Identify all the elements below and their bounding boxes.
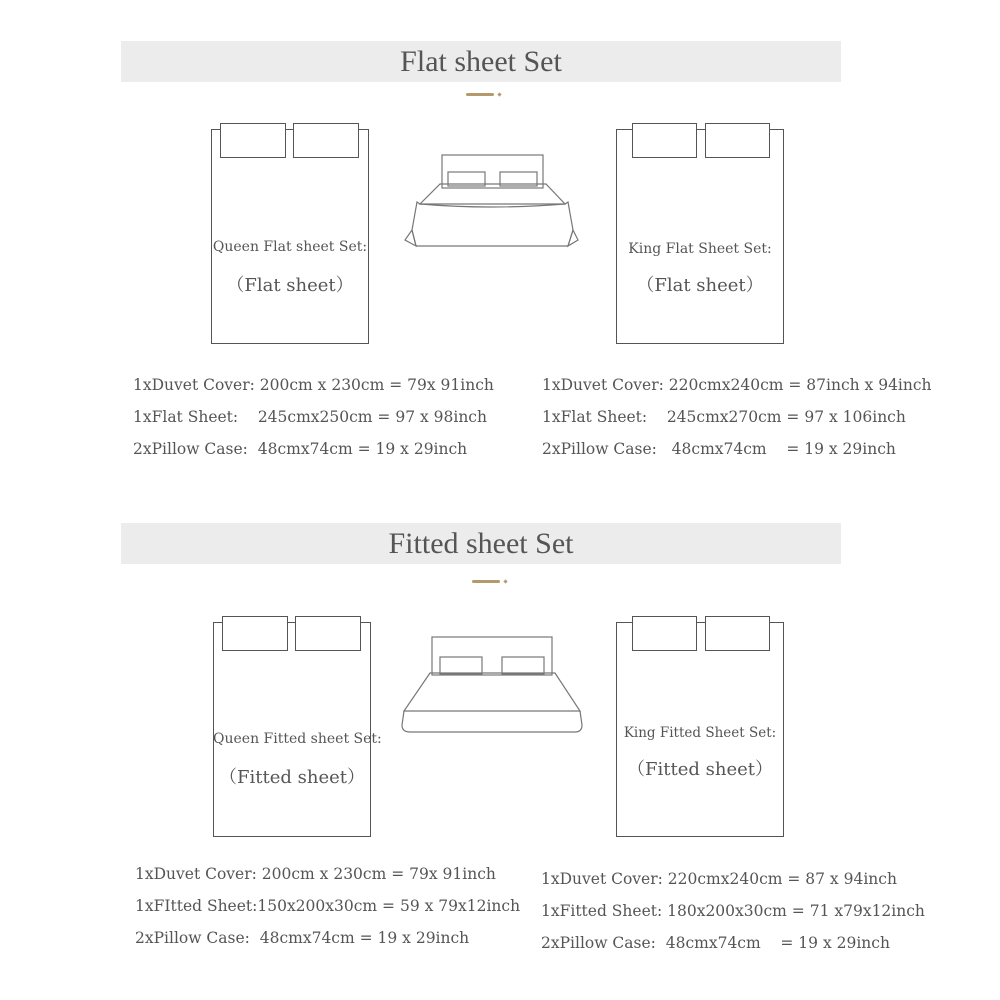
fitted-bed-illustration — [400, 635, 585, 735]
pillow — [705, 123, 770, 158]
pillow — [293, 123, 359, 158]
flat-bed-illustration — [400, 150, 580, 250]
spec-duvet: 1xDuvet Cover: 220cmx240cm = 87 x 94inch — [541, 870, 897, 888]
set-name: King Fitted Sheet Set: — [623, 725, 777, 741]
queen-fitted-label — [213, 731, 382, 789]
pillow — [295, 616, 361, 651]
queen-flat-label — [211, 239, 369, 297]
spec-pillow: 2xPillow Case: 48cmx74cm = 19 x 29inch — [133, 440, 468, 458]
sheet-outline — [211, 129, 369, 344]
spec-sheet: 1xFlat Sheet: 245cmx250cm = 97 x 98inch — [133, 408, 487, 426]
spec-sheet: 1xFitted Sheet: 180x200x30cm = 71 x79x12inch — [541, 902, 925, 920]
set-name: Queen Fitted sheet Set: — [213, 731, 382, 747]
spec-sheet: 1xFlat Sheet: 245cmx270cm = 97 x 106inch — [542, 408, 906, 426]
set-name: King Flat Sheet Set: — [628, 241, 772, 257]
spec-sheet: 1xFItted Sheet:150x200x30cm = 59 x 79x12inch — [135, 897, 521, 915]
spec-duvet: 1xDuvet Cover: 220cmx240cm = 87inch x 94inch — [542, 376, 932, 394]
spec-duvet: 1xDuvet Cover: 200cm x 230cm = 79x 91inch — [135, 865, 496, 883]
pillow — [705, 616, 770, 651]
spec-pillow: 2xPillow Case: 48cmx74cm = 19 x 29inch — [542, 440, 896, 458]
title-divider — [472, 578, 512, 586]
king-flat-label — [616, 241, 784, 297]
title-divider — [466, 91, 506, 99]
queen-fitted-specs — [135, 858, 520, 954]
section-title-flat: Flat sheet Set — [121, 41, 841, 82]
sheet-type: （Fitted sheet） — [627, 759, 773, 780]
sheet-type: （Fitted sheet） — [219, 767, 365, 788]
sheet-type: （Flat sheet） — [636, 275, 764, 296]
sheet-type: （Flat sheet） — [226, 275, 354, 296]
queen-flat-specs — [133, 369, 494, 465]
section-title-fitted: Fitted sheet Set — [121, 523, 841, 564]
king-flat-specs — [542, 369, 932, 465]
spec-duvet: 1xDuvet Cover: 200cm x 230cm = 79x 91inch — [133, 376, 494, 394]
pillow — [222, 616, 288, 651]
spec-pillow: 2xPillow Case: 48cmx74cm = 19 x 29inch — [135, 929, 470, 947]
sheet-outline — [616, 129, 784, 344]
spec-pillow: 2xPillow Case: 48cmx74cm = 19 x 29inch — [541, 934, 890, 952]
pillow — [220, 123, 286, 158]
set-name: Queen Flat sheet Set: — [212, 239, 368, 255]
king-fitted-specs — [541, 863, 925, 959]
pillow — [632, 123, 697, 158]
sheet-outline — [213, 622, 382, 837]
pillow — [632, 616, 697, 651]
king-fitted-label — [616, 725, 784, 781]
